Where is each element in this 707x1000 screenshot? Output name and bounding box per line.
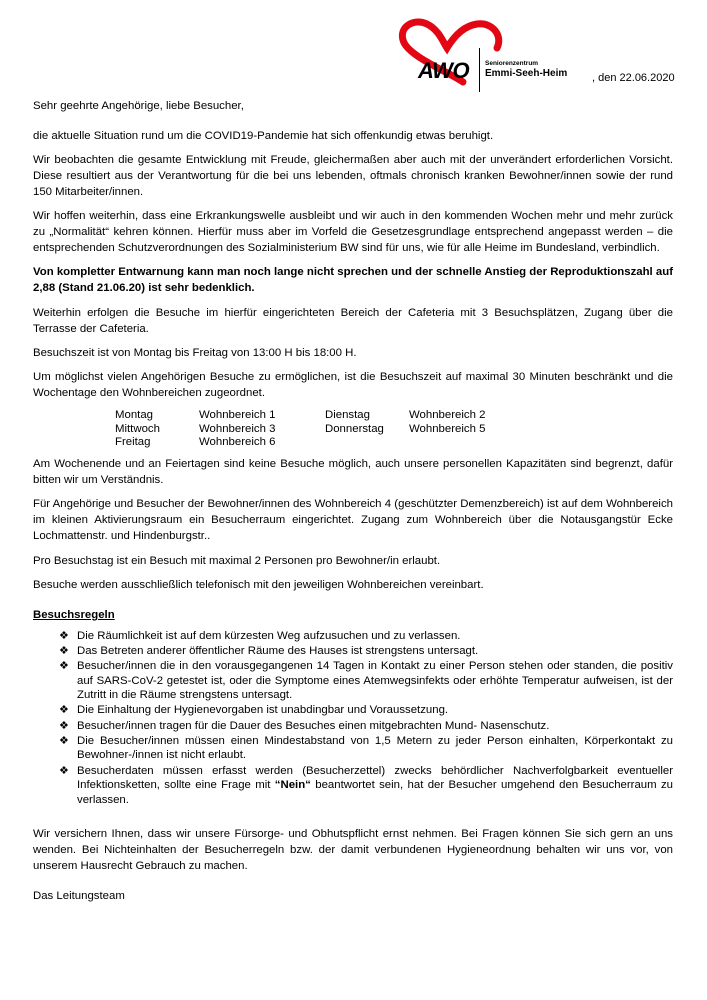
- schedule-day: Freitag: [115, 436, 151, 449]
- list-item: [59, 659, 673, 703]
- schedule-area: Wohnbereich 2: [409, 408, 486, 421]
- rule-text: Die Einhaltung der Hygienevorgaben ist unabdingbar und Voraussetzung.: [77, 704, 449, 717]
- list-item: [59, 734, 673, 763]
- rule-text: Die Besucher/innen müssen einen Mindestabstand von 1,5 Metern zu jeder Person einhalten, Körperkontakt zu Bewohner-/innen ist nicht erlaubt.: [77, 734, 673, 762]
- list-item: [59, 629, 673, 644]
- table-row: [115, 436, 529, 450]
- list-item: [59, 703, 673, 718]
- diamond-bullet-icon: ❖: [59, 734, 69, 747]
- diamond-bullet-icon: ❖: [59, 644, 69, 657]
- paragraph: Weiterhin erfolgen die Besuche im hierfür eingerichteten Bereich der Cafeteria mit 3 Besuchsplätzen, Zugang über die Terrasse der Cafeteria.: [33, 306, 673, 335]
- letterhead: [33, 18, 673, 88]
- rule-text: Besucher/innen die in den vorausgegangenen 14 Tagen in Kontakt zu einer Person stehen oder standen, die positiv auf SARS-CoV-2 getestet ist, oder die Symptome eines Atemwegsinfekts oder erhöhte Temperatur aufweisen, ist der Zutritt in die Räume strengstens untersagt.: [77, 659, 673, 702]
- diamond-bullet-icon: ❖: [59, 659, 69, 672]
- paragraph: Besuche werden ausschließlich telefonisch mit den jeweiligen Wohnbereichen vereinbart.: [33, 579, 484, 591]
- paragraph: Wir hoffen weiterhin, dass eine Erkrankungswelle ausbleibt und wir auch in den kommenden Wochen mehr und mehr zurück zu „Normalität“ kehren können. Hierfür muss aber im Vorfeld die Gesetzesgrundlage entsprechend angepasst werden – die entsprechenden Schutzverordnungen des Sozialministerium BW sind für uns, wie für alle Heime im Bundesland, verbindlich.: [33, 210, 673, 254]
- closing-paragraph: Wir versichern Ihnen, dass wir unsere Fürsorge- und Obhutspflicht ernst nehmen. Bei Fragen können Sie sich gern an uns wenden. Bei Nichteinhalten der Besucherregeln bzw. der damit verbundenen Hygieneordnung behalten wir uns vor, von unserem Hausrecht Gebrauch zu machen.: [33, 828, 673, 872]
- schedule-day: Donnerstag: [325, 422, 384, 435]
- paragraph: die aktuelle Situation rund um die COVID19-Pandemie hat sich offenkundig etwas beruhigt.: [33, 129, 494, 142]
- signature: Das Leitungsteam: [33, 889, 125, 902]
- table-row: [115, 423, 529, 437]
- organization-block: [485, 60, 567, 80]
- salutation: Sehr geehrte Angehörige, liebe Besucher,: [33, 100, 244, 112]
- org-type: Seniorenzentrum: [485, 60, 539, 67]
- paragraph: Am Wochenende und an Feiertagen sind keine Besuche möglich, auch unsere personellen Kapazitäten sind begrenzt, dafür bitten wir um Verständnis.: [33, 458, 673, 486]
- visit-schedule-table: [115, 409, 529, 450]
- logo-divider: [479, 48, 480, 92]
- org-name: Emmi-Seeh-Heim: [485, 68, 568, 79]
- rule-text: Das Betreten anderer öffentlicher Räume des Hauses ist strengstens untersagt.: [77, 644, 479, 657]
- schedule-day: Dienstag: [325, 408, 370, 421]
- schedule-area: Wohnbereich 6: [199, 436, 276, 449]
- rule-text: Die Räumlichkeit ist auf dem kürzesten Weg aufzusuchen und zu verlassen.: [77, 629, 461, 642]
- list-item: [59, 644, 673, 659]
- diamond-bullet-icon: ❖: [59, 764, 69, 777]
- paragraph: Für Angehörige und Besucher der Bewohner/innen des Wohnbereich 4 (geschützter Demenzbereich) ist auf dem Wohnbereich im kleinen Aktivierungsraum ein Besucherraum eingerichtet. Zugang zum Wohnbereich über die Notausgangstür Ecke Lochmattenstr. und Hindenburgstr..: [33, 498, 673, 543]
- schedule-day: [325, 436, 409, 450]
- rule-text: Besucher/innen tragen für die Dauer des Besuches einen mitgebrachten Mund- Nasenschutz.: [77, 719, 550, 732]
- paragraph: Wir beobachten die gesamte Entwicklung mit Freude, gleichermaßen aber auch mit der unverändert erforderlichen Vorsicht. Diese resultiert aus der Verantwortung für die bei uns lebenden, oftmals chronisch kranken Bewohner/innen sowie der rund 150 Mitarbeiter/innen.: [33, 154, 673, 198]
- schedule-area: [409, 436, 529, 450]
- warning-paragraph: Von kompletter Entwarnung kann man noch lange nicht sprechen und der schnelle Anstieg der Reproduktionszahl auf 2,88 (Stand 21.06.20) ist sehr bedenklich.: [33, 266, 673, 295]
- rule-emphasis: “Nein“: [274, 779, 311, 792]
- diamond-bullet-icon: ❖: [59, 719, 69, 732]
- schedule-area: Wohnbereich 5: [409, 422, 486, 435]
- table-row: [115, 409, 529, 423]
- list-item: [59, 764, 673, 808]
- letter-date: , den 22.06.2020: [592, 72, 675, 84]
- rule-text-before: Besucherdaten müssen erfasst werden (Besucherzettel) zwecks behördlicher Nachverfolgbarkeit eventueller Infektionsketten, sollte eine Frage mit: [77, 764, 673, 792]
- rules-heading: Besuchsregeln: [33, 608, 115, 621]
- diamond-bullet-icon: ❖: [59, 704, 69, 717]
- letter-body: [33, 99, 673, 904]
- logo-text: AWO: [418, 58, 470, 83]
- paragraph: Um möglichst vielen Angehörigen Besuche zu ermöglichen, ist die Besuchszeit auf maximal 30 Minuten beschränkt und die Wochentage den Wohnbereichen zugeordnet.: [33, 371, 673, 400]
- rule-text-after: beantwortet sein, hat der Besucher umgehend den Besucherraum zu verlassen.: [77, 779, 673, 806]
- schedule-area: Wohnbereich 3: [199, 422, 276, 435]
- schedule-day: Montag: [115, 408, 153, 421]
- visiting-hours: Besuchszeit ist von Montag bis Freitag von 13:00 H bis 18:00 H.: [33, 347, 357, 359]
- schedule-area: Wohnbereich 1: [199, 408, 276, 421]
- paragraph: Pro Besuchstag ist ein Besuch mit maximal 2 Personen pro Bewohner/in erlaubt.: [33, 554, 441, 567]
- rules-list: [33, 629, 673, 808]
- list-item: [59, 719, 673, 734]
- diamond-bullet-icon: ❖: [59, 629, 69, 642]
- schedule-day: Mittwoch: [115, 422, 160, 435]
